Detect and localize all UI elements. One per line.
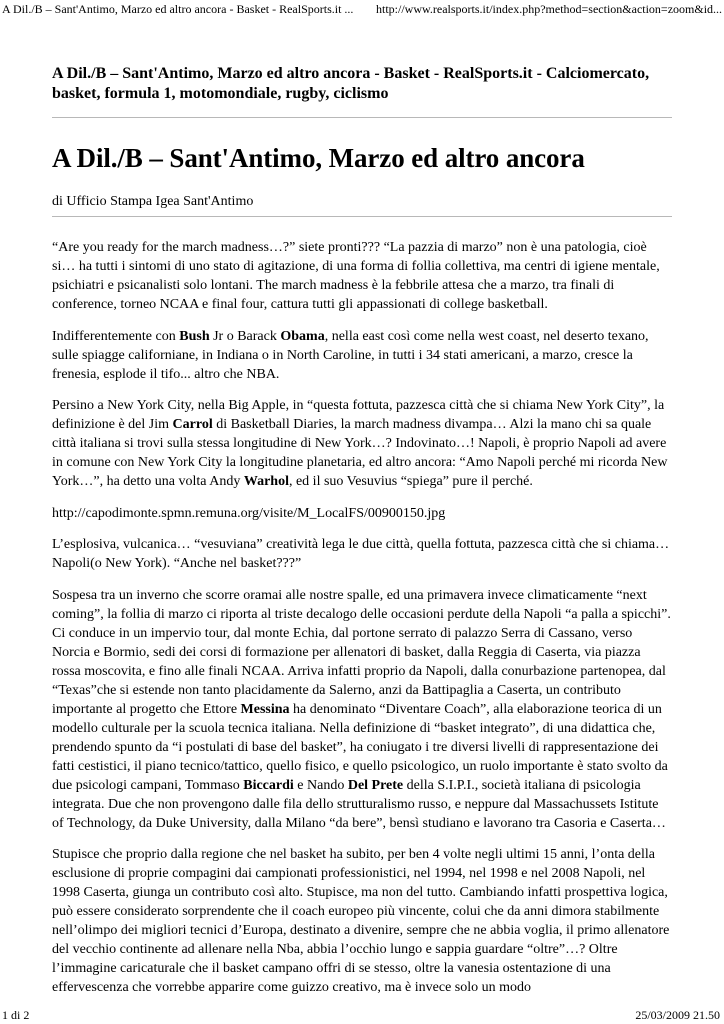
page-counter: 1 di 2 — [2, 1008, 30, 1022]
divider — [52, 117, 672, 118]
bold-name: Del Prete — [347, 777, 404, 793]
image-link[interactable]: http://capodimonte.spmn.remuna.org/visite/M_LocalFS/00900150.jpg — [52, 505, 446, 521]
paragraph: “Are you ready for the march madness…?” siete pronti??? “La pazzia di marzo” non è una patologia, cioè si… ha tutti i sintomi di uno stato di agitazione, di una forma di follia collettiva, ma centri di igiene mentale, psichiatri e psicanalisti solo lontani. The march madness è la febbrile attesa che a marzo, tra finali di conference, torneo NCAA e final four, cattura tutti gli appassionati di college basketball. — [52, 240, 660, 312]
bold-name: Warhol — [243, 474, 289, 489]
paragraph: Stupisce che proprio dalla regione che nel basket ha subito, per ben 4 volte negli ultimi 15 anni, l’onta della esclusione di proprie compagini dai campionati professionistici, nel 1994, nel 1998 e nel 2008 Napoli, nel 1998 Caserta, giunga un contributo così alto. Stupisce, ma non del tutto. Cambiando infatti prospettiva logica, può essere considerato sorprendente che il coach europeo più vincente, colui che da anni dimora stabilmente nell’olimpo dei migliori tecnici d’Europa, destinato a divenire, sempre che ne abbia voglia, il primo allenatore del vecchio continente ad allenare nella Nba, abbia l’occhio lungo e sappia guardare “oltre”…? Oltre l’immagine caricaturale che il basket campano offri di se stesso, oltre la vanesia ostentazione di una effervescenza che vorrebbe apparire come guizzo creativo, ma è invece solo un modo — [52, 847, 670, 995]
paragraph: Persino a New York City, nella Big Apple, in “questa fottuta, pazzesca città che si chiama New York City”, la definizione è del Jim Carrol di Basketball Diaries, la march madness divampa… Alzi la mano chi sa quale città italiana si trovi sulla stessa longitudine di New York…? Indovinato…! Napoli, è proprio Napoli ad avere in comune con New York City la longitudine planetaria, ed altro ancora: “Amo Napoli perché mi ricorda New York…”, ha detto una volta Andy Warhol, ed il suo Vesuvius “spiega” pure il perché. — [52, 398, 668, 489]
bold-name: Biccardi — [243, 777, 294, 793]
site-title: A Dil./B – Sant'Antimo, Marzo ed altro ancora - Basket - RealSports.it - Calciomercato, basket, formula 1, motomondiale, rugby, ciclismo — [52, 65, 650, 102]
article-byline: di Ufficio Stampa Igea Sant'Antimo — [52, 194, 254, 209]
article-title: A Dil./B – Sant'Antimo, Marzo ed altro ancora — [52, 143, 585, 173]
bold-name: Messina — [240, 701, 290, 717]
print-footer — [0, 1006, 724, 1024]
divider — [52, 216, 672, 217]
paragraph: L’esplosiva, vulcanica… “vesuviana” creatività lega le due città, quella fottuta, pazzesca città che si chiama… Napoli(o New York). “Anche nel basket???” — [52, 537, 670, 571]
print-datetime: 25/03/2009 21.50 — [635, 1008, 720, 1022]
print-header-url: http://www.realsports.it/index.php?method=section&action=zoom&id... — [376, 2, 723, 16]
paragraph: Indifferentemente con Bush Jr o Barack Obama, nella east così come nella west coast, nel deserto texano, sulle spiagge californiane, in Indiana o in North Caroline, in tutti i 34 stati americani, a marzo, cresce la frenesia, esplode il tifo... altro che NBA. — [52, 328, 649, 382]
print-header-page-title: A Dil./B – Sant'Antimo, Marzo ed altro ancora - Basket - RealSports.it ... — [2, 2, 354, 16]
bold-name: Bush — [179, 328, 210, 344]
print-header — [0, 0, 724, 22]
bold-name: Obama — [280, 328, 325, 344]
bold-name: Carrol — [172, 417, 213, 432]
article-body — [52, 238, 672, 995]
paragraph: Sospesa tra un inverno che scorre oramai alle nostre spalle, ed una primavera invece climaticamente “next coming”, la follia di marzo ci riporta al triste decalogo delle occasioni perdute della Napoli “a palla a spicchi”. Ci conduce in un impervio tour, dal monte Echia, dal portone serrato di palazzo Serra di Cassano, verso Norcia e Bormio, sedi dei corsi di formazione per allenatori di basket, dalla Reggia di Caserta, via piazza rossa moscovita, e fino alle finali NCAA. Arriva infatti proprio da Napoli, dalla conurbazione partenopea, dal “Texas”che si estende non tanto placidamente da Salerno, anzi da Battipaglia a Caserta, un contributo importante al progetto che Ettore Messina ha denominato “Diventare Coach”, alla elaborazione teorica di un modello culturale per la scuola tecnica italiana. Nella definizione di “basket integrato”, di una didattica che, prendendo spunto da “i postulati di base del basket”, ha coniugato i tre diversi livelli di rappresentazione dei fatti cestistici, il piano tecnico/tattico, quello fisico, e quello psicologico, un ruolo importante è stato svolto da due psicologi campani, Tommaso Biccardi e Nando Del Prete della S.I.P.I., società italiana di psicologia integrata. Due che non provengono dalle fila dello strutturalismo russo, e neppure dal Massachussets Istitute of Technology, da Duke University, dalla Milano “da bere”, bensì studiano e lavorano tra Casoria e Caserta… — [52, 587, 671, 831]
page-content — [52, 64, 672, 995]
